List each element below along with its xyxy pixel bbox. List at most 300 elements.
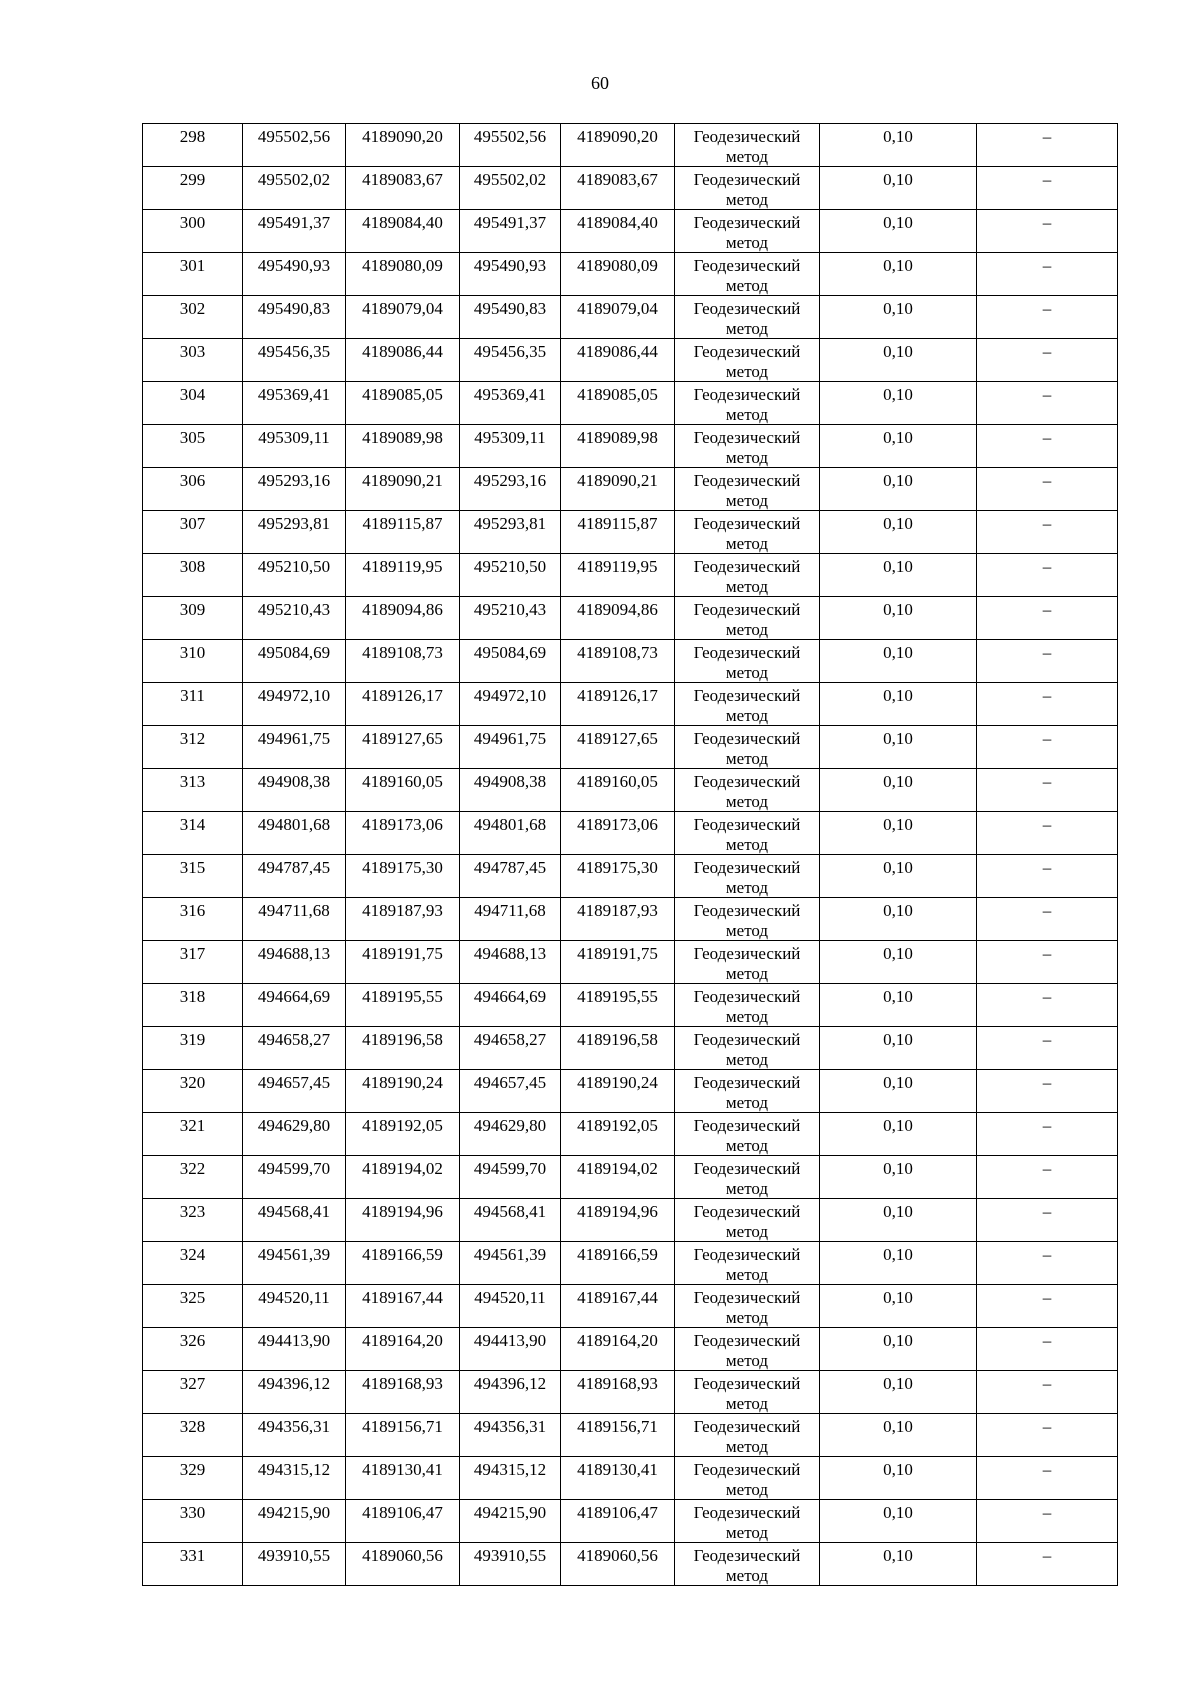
method-line-1: Геодезический [693, 471, 801, 490]
y-coordinate-cell [346, 898, 460, 941]
method-cell [675, 1285, 820, 1328]
x-coordinate-new-cell [460, 1543, 561, 1586]
table-row [143, 1113, 1118, 1156]
method-line-2: метод [725, 921, 769, 940]
x-coordinate-value: 494972,10 [257, 686, 331, 705]
y-coordinate-new-cell [561, 296, 675, 339]
accuracy-cell [820, 1500, 977, 1543]
table-row [143, 1371, 1118, 1414]
method-cell [675, 1027, 820, 1070]
point-number-cell [143, 1242, 243, 1285]
method-line-2: метод [725, 749, 769, 768]
method-line-1: Геодезический [693, 1073, 801, 1092]
accuracy-value: 0,10 [883, 471, 913, 490]
x-coordinate-cell [243, 769, 346, 812]
x-coordinate-new-value: 494711,68 [474, 901, 546, 920]
x-coordinate-cell [243, 1371, 346, 1414]
method-cell [675, 769, 820, 812]
x-coordinate-value: 495490,83 [257, 299, 331, 318]
point-number-cell [143, 898, 243, 941]
table-body [143, 124, 1118, 1586]
x-coordinate-new-cell [460, 1113, 561, 1156]
y-coordinate-new-cell [561, 210, 675, 253]
x-coordinate-cell [243, 554, 346, 597]
x-coordinate-cell [243, 640, 346, 683]
x-coordinate-new-cell [460, 511, 561, 554]
point-number-cell [143, 253, 243, 296]
y-coordinate-value: 4189090,21 [362, 471, 443, 490]
accuracy-cell [820, 1285, 977, 1328]
x-coordinate-new-cell [460, 554, 561, 597]
x-coordinate-value: 495369,41 [257, 385, 331, 404]
point-number-cell [143, 1285, 243, 1328]
y-coordinate-value: 4189160,05 [362, 772, 443, 791]
y-coordinate-value: 4189119,95 [362, 557, 443, 576]
point-number-cell [143, 339, 243, 382]
point-number-cell [143, 726, 243, 769]
method-line-1: Геодезический [693, 385, 801, 404]
x-coordinate-value: 494599,70 [257, 1159, 331, 1178]
x-coordinate-new-value: 494688,13 [473, 944, 547, 963]
method-line-1: Геодезический [693, 428, 801, 447]
y-coordinate-cell [346, 1070, 460, 1113]
y-coordinate-new-value: 4189084,40 [577, 213, 658, 232]
method-line-2: метод [725, 878, 769, 897]
note-value: – [1042, 385, 1052, 404]
note-cell [977, 812, 1118, 855]
y-coordinate-value: 4189115,87 [362, 514, 443, 533]
x-coordinate-new-cell [460, 1242, 561, 1285]
table-row [143, 1328, 1118, 1371]
y-coordinate-cell [346, 1457, 460, 1500]
y-coordinate-new-value: 4189160,05 [577, 772, 658, 791]
method-line-2: метод [725, 1308, 769, 1327]
method-line-2: метод [725, 1179, 769, 1198]
y-coordinate-value: 4189106,47 [362, 1503, 443, 1522]
accuracy-value: 0,10 [883, 1331, 913, 1350]
x-coordinate-cell [243, 726, 346, 769]
x-coordinate-new-value: 495210,50 [473, 557, 547, 576]
y-coordinate-cell [346, 855, 460, 898]
method-line-1: Геодезический [693, 256, 801, 275]
x-coordinate-new-cell [460, 941, 561, 984]
method-line-2: метод [725, 1050, 769, 1069]
point-number-cell [143, 554, 243, 597]
x-coordinate-new-value: 494561,39 [473, 1245, 547, 1264]
point-number-value: 301 [179, 256, 206, 275]
point-number-cell [143, 769, 243, 812]
method-line-1: Геодезический [693, 729, 801, 748]
method-line-1: Геодезический [693, 772, 801, 791]
accuracy-value: 0,10 [883, 1159, 913, 1178]
note-cell [977, 468, 1118, 511]
point-number-cell [143, 812, 243, 855]
x-coordinate-cell [243, 1027, 346, 1070]
y-coordinate-value: 4189196,58 [362, 1030, 443, 1049]
point-number-cell [143, 1070, 243, 1113]
method-cell [675, 1328, 820, 1371]
method-line-2: метод [725, 1351, 769, 1370]
x-coordinate-value: 495210,43 [257, 600, 331, 619]
method-line-1: Геодезический [693, 987, 801, 1006]
x-coordinate-new-value: 494520,11 [474, 1288, 546, 1307]
y-coordinate-new-value: 4189196,58 [577, 1030, 658, 1049]
x-coordinate-cell [243, 1328, 346, 1371]
point-number-value: 315 [179, 858, 206, 877]
y-coordinate-cell [346, 253, 460, 296]
note-cell [977, 683, 1118, 726]
table-row [143, 898, 1118, 941]
y-coordinate-value: 4189194,96 [362, 1202, 443, 1221]
method-line-1: Геодезический [693, 1245, 801, 1264]
point-number-value: 318 [179, 987, 206, 1006]
method-cell [675, 253, 820, 296]
y-coordinate-new-cell [561, 1070, 675, 1113]
x-coordinate-value: 495309,11 [258, 428, 330, 447]
note-value: – [1042, 1159, 1052, 1178]
method-line-1: Геодезический [693, 1503, 801, 1522]
method-line-1: Геодезический [693, 514, 801, 533]
point-number-cell [143, 984, 243, 1027]
x-coordinate-cell [243, 1242, 346, 1285]
y-coordinate-value: 4189187,93 [362, 901, 443, 920]
y-coordinate-new-cell [561, 167, 675, 210]
point-number-value: 310 [179, 643, 206, 662]
x-coordinate-new-value: 494961,75 [473, 729, 547, 748]
x-coordinate-new-cell [460, 1027, 561, 1070]
y-coordinate-new-value: 4189094,86 [577, 600, 658, 619]
x-coordinate-new-value: 494568,41 [473, 1202, 547, 1221]
table-row [143, 1027, 1118, 1070]
x-coordinate-cell [243, 1500, 346, 1543]
note-cell [977, 640, 1118, 683]
accuracy-cell [820, 683, 977, 726]
note-value: – [1042, 342, 1052, 361]
x-coordinate-cell [243, 339, 346, 382]
x-coordinate-value: 494396,12 [257, 1374, 331, 1393]
y-coordinate-cell [346, 511, 460, 554]
method-line-2: метод [725, 491, 769, 510]
x-coordinate-new-value: 494972,10 [473, 686, 547, 705]
x-coordinate-new-cell [460, 296, 561, 339]
method-line-1: Геодезический [693, 557, 801, 576]
y-coordinate-new-value: 4189187,93 [577, 901, 658, 920]
accuracy-cell [820, 1414, 977, 1457]
y-coordinate-new-value: 4189119,95 [577, 557, 658, 576]
method-line-1: Геодезический [693, 944, 801, 963]
table-row [143, 1285, 1118, 1328]
accuracy-value: 0,10 [883, 1288, 913, 1307]
point-number-value: 300 [179, 213, 206, 232]
coordinates-table [142, 123, 1118, 1586]
y-coordinate-new-cell [561, 425, 675, 468]
y-coordinate-new-cell [561, 1113, 675, 1156]
method-line-1: Геодезический [693, 1159, 801, 1178]
accuracy-value: 0,10 [883, 1417, 913, 1436]
y-coordinate-cell [346, 468, 460, 511]
y-coordinate-value: 4189084,40 [362, 213, 443, 232]
method-line-2: метод [725, 1007, 769, 1026]
accuracy-value: 0,10 [883, 1503, 913, 1522]
point-number-cell [143, 210, 243, 253]
x-coordinate-cell [243, 1285, 346, 1328]
note-cell [977, 1414, 1118, 1457]
note-cell [977, 511, 1118, 554]
x-coordinate-value: 494629,80 [257, 1116, 331, 1135]
note-value: – [1042, 600, 1052, 619]
table-row [143, 210, 1118, 253]
x-coordinate-new-cell [460, 640, 561, 683]
accuracy-cell [820, 898, 977, 941]
y-coordinate-new-cell [561, 253, 675, 296]
accuracy-value: 0,10 [883, 729, 913, 748]
y-coordinate-new-cell [561, 1027, 675, 1070]
y-coordinate-cell [346, 382, 460, 425]
point-number-cell [143, 124, 243, 167]
y-coordinate-value: 4189127,65 [362, 729, 443, 748]
x-coordinate-cell [243, 1156, 346, 1199]
method-line-2: метод [725, 1093, 769, 1112]
y-coordinate-new-cell [561, 1242, 675, 1285]
accuracy-value: 0,10 [883, 901, 913, 920]
method-cell [675, 382, 820, 425]
table-row [143, 726, 1118, 769]
method-line-2: метод [725, 663, 769, 682]
accuracy-value: 0,10 [883, 1546, 913, 1565]
y-coordinate-cell [346, 597, 460, 640]
y-coordinate-new-cell [561, 554, 675, 597]
x-coordinate-value: 495490,93 [257, 256, 331, 275]
y-coordinate-value: 4189130,41 [362, 1460, 443, 1479]
method-line-2: метод [725, 319, 769, 338]
y-coordinate-new-value: 4189164,20 [577, 1331, 658, 1350]
accuracy-value: 0,10 [883, 1460, 913, 1479]
method-cell [675, 1156, 820, 1199]
table-row [143, 1242, 1118, 1285]
y-coordinate-new-cell [561, 683, 675, 726]
x-coordinate-new-cell [460, 468, 561, 511]
y-coordinate-cell [346, 210, 460, 253]
note-value: – [1042, 1417, 1052, 1436]
accuracy-cell [820, 1242, 977, 1285]
x-coordinate-new-cell [460, 382, 561, 425]
x-coordinate-value: 494711,68 [258, 901, 330, 920]
method-line-2: метод [725, 1437, 769, 1456]
method-line-2: метод [725, 792, 769, 811]
y-coordinate-new-value: 4189060,56 [577, 1546, 658, 1565]
y-coordinate-cell [346, 683, 460, 726]
method-line-1: Геодезический [693, 1460, 801, 1479]
accuracy-cell [820, 1070, 977, 1113]
x-coordinate-new-cell [460, 339, 561, 382]
y-coordinate-new-cell [561, 984, 675, 1027]
y-coordinate-value: 4189080,09 [362, 256, 443, 275]
x-coordinate-value: 494801,68 [257, 815, 331, 834]
note-value: – [1042, 944, 1052, 963]
x-coordinate-cell [243, 382, 346, 425]
note-value: – [1042, 1116, 1052, 1135]
y-coordinate-cell [346, 1242, 460, 1285]
x-coordinate-cell [243, 468, 346, 511]
x-coordinate-cell [243, 1199, 346, 1242]
x-coordinate-new-value: 495309,11 [474, 428, 546, 447]
y-coordinate-cell [346, 167, 460, 210]
x-coordinate-new-value: 495293,81 [473, 514, 547, 533]
accuracy-value: 0,10 [883, 342, 913, 361]
accuracy-cell [820, 296, 977, 339]
accuracy-cell [820, 726, 977, 769]
method-cell [675, 812, 820, 855]
x-coordinate-new-cell [460, 1457, 561, 1500]
method-cell [675, 640, 820, 683]
method-line-2: метод [725, 964, 769, 983]
note-cell [977, 210, 1118, 253]
x-coordinate-cell [243, 1414, 346, 1457]
table-row [143, 1414, 1118, 1457]
accuracy-value: 0,10 [883, 600, 913, 619]
method-cell [675, 1543, 820, 1586]
note-cell [977, 425, 1118, 468]
y-coordinate-new-value: 4189090,20 [577, 127, 658, 146]
x-coordinate-value: 494657,45 [257, 1073, 331, 1092]
note-cell [977, 726, 1118, 769]
x-coordinate-value: 494658,27 [257, 1030, 331, 1049]
y-coordinate-cell [346, 812, 460, 855]
table-row [143, 769, 1118, 812]
accuracy-value: 0,10 [883, 686, 913, 705]
method-cell [675, 1199, 820, 1242]
y-coordinate-new-value: 4189175,30 [577, 858, 658, 877]
y-coordinate-cell [346, 425, 460, 468]
x-coordinate-new-value: 495490,93 [473, 256, 547, 275]
x-coordinate-new-value: 494658,27 [473, 1030, 547, 1049]
x-coordinate-cell [243, 855, 346, 898]
x-coordinate-new-value: 494356,31 [473, 1417, 547, 1436]
point-number-cell [143, 382, 243, 425]
y-coordinate-value: 4189194,02 [362, 1159, 443, 1178]
y-coordinate-cell [346, 1543, 460, 1586]
y-coordinate-new-value: 4189127,65 [577, 729, 658, 748]
method-cell [675, 1457, 820, 1500]
y-coordinate-cell [346, 124, 460, 167]
accuracy-value: 0,10 [883, 1245, 913, 1264]
method-line-2: метод [725, 706, 769, 725]
point-number-value: 325 [179, 1288, 206, 1307]
accuracy-cell [820, 554, 977, 597]
y-coordinate-cell [346, 1414, 460, 1457]
accuracy-value: 0,10 [883, 643, 913, 662]
method-cell [675, 683, 820, 726]
table-row [143, 1543, 1118, 1586]
y-coordinate-cell [346, 1371, 460, 1414]
point-number-value: 326 [179, 1331, 206, 1350]
point-number-cell [143, 1113, 243, 1156]
note-value: – [1042, 901, 1052, 920]
x-coordinate-value: 494568,41 [257, 1202, 331, 1221]
x-coordinate-cell [243, 1113, 346, 1156]
point-number-cell [143, 1543, 243, 1586]
method-line-2: метод [725, 835, 769, 854]
x-coordinate-value: 494664,69 [257, 987, 331, 1006]
method-cell [675, 296, 820, 339]
table-row [143, 339, 1118, 382]
method-line-2: метод [725, 620, 769, 639]
x-coordinate-new-value: 494657,45 [473, 1073, 547, 1092]
point-number-value: 299 [179, 170, 206, 189]
note-cell [977, 898, 1118, 941]
note-cell [977, 382, 1118, 425]
point-number-cell [143, 511, 243, 554]
accuracy-cell [820, 425, 977, 468]
y-coordinate-new-cell [561, 1371, 675, 1414]
accuracy-cell [820, 124, 977, 167]
x-coordinate-cell [243, 683, 346, 726]
y-coordinate-value: 4189083,67 [362, 170, 443, 189]
y-coordinate-new-value: 4189194,02 [577, 1159, 658, 1178]
note-cell [977, 253, 1118, 296]
y-coordinate-new-value: 4189085,05 [577, 385, 658, 404]
x-coordinate-cell [243, 812, 346, 855]
method-line-2: метод [725, 1136, 769, 1155]
table-row [143, 984, 1118, 1027]
table-row [143, 296, 1118, 339]
table-row [143, 1070, 1118, 1113]
note-value: – [1042, 213, 1052, 232]
note-cell [977, 1113, 1118, 1156]
point-number-value: 304 [179, 385, 206, 404]
note-cell [977, 984, 1118, 1027]
y-coordinate-new-cell [561, 1328, 675, 1371]
point-number-value: 311 [180, 686, 205, 705]
method-line-1: Геодезический [693, 815, 801, 834]
y-coordinate-cell [346, 984, 460, 1027]
method-line-1: Геодезический [693, 213, 801, 232]
point-number-value: 314 [179, 815, 206, 834]
method-cell [675, 124, 820, 167]
x-coordinate-new-value: 494787,45 [473, 858, 547, 877]
note-value: – [1042, 299, 1052, 318]
table-row [143, 855, 1118, 898]
point-number-value: 312 [179, 729, 206, 748]
accuracy-value: 0,10 [883, 1116, 913, 1135]
y-coordinate-new-value: 4189079,04 [577, 299, 658, 318]
method-line-2: метод [725, 147, 769, 166]
y-coordinate-new-value: 4189086,44 [577, 342, 658, 361]
accuracy-cell [820, 1027, 977, 1070]
x-coordinate-value: 494413,90 [257, 1331, 331, 1350]
accuracy-cell [820, 468, 977, 511]
accuracy-value: 0,10 [883, 170, 913, 189]
note-cell [977, 1285, 1118, 1328]
accuracy-value: 0,10 [883, 1374, 913, 1393]
accuracy-cell [820, 1199, 977, 1242]
x-coordinate-new-value: 495491,37 [473, 213, 547, 232]
note-value: – [1042, 1288, 1052, 1307]
x-coordinate-cell [243, 210, 346, 253]
note-value: – [1042, 471, 1052, 490]
note-value: – [1042, 643, 1052, 662]
y-coordinate-new-value: 4189190,24 [577, 1073, 658, 1092]
point-number-value: 327 [179, 1374, 206, 1393]
table-row [143, 640, 1118, 683]
y-coordinate-value: 4189060,56 [362, 1546, 443, 1565]
method-line-1: Геодезический [693, 1331, 801, 1350]
point-number-value: 324 [179, 1245, 206, 1264]
method-cell [675, 1500, 820, 1543]
y-coordinate-new-cell [561, 769, 675, 812]
x-coordinate-value: 494520,11 [258, 1288, 330, 1307]
x-coordinate-new-value: 495502,02 [473, 170, 547, 189]
